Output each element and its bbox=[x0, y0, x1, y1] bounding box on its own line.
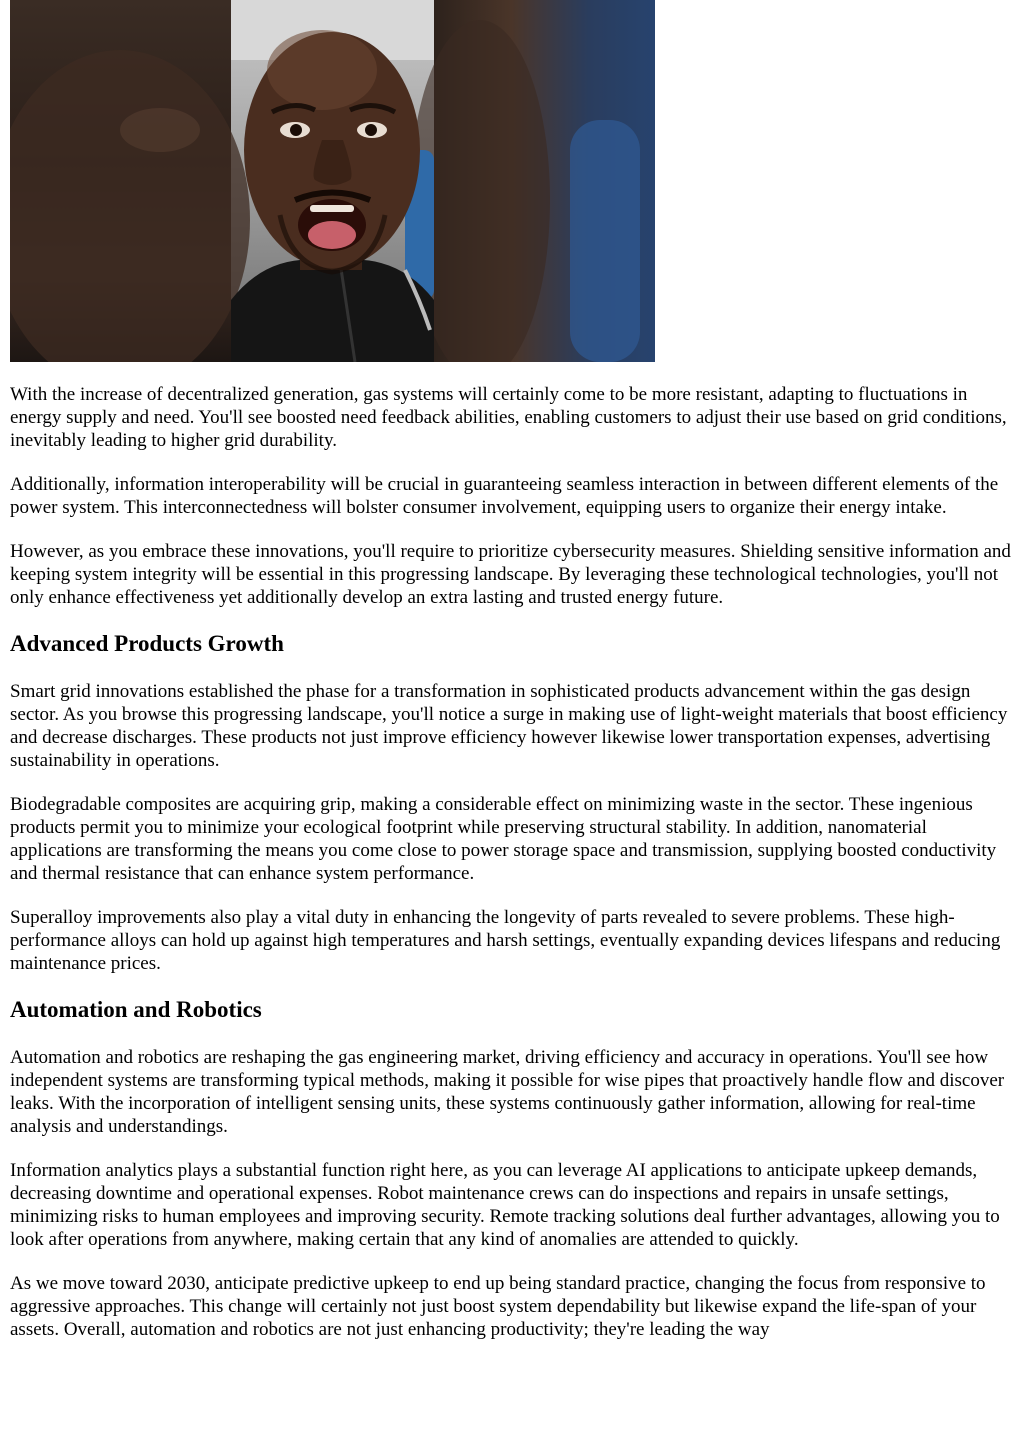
section-2-paragraph-1: Automation and robotics are reshaping the gas engineering market, driving efficiency and accuracy in operations. You'll see how independent systems are transforming typical methods, making it possible for wise pipes that proactively handle flow and discover leaks. With the incorporation of intelligent sensing units, these systems continuously gather information, allowing for real-time analysis and understandings. bbox=[10, 1047, 1005, 1137]
section-1-paragraph-1: Smart grid innovations established the phase for a transformation in sophisticated products advancement within the gas design sector. As you browse this progressing landscape, you'll notice a surge in making use of light-weight materials that boost efficiency and decrease discharges. These products not just improve efficiency however likewise lower transportation expenses, advertising sustainability in operations. bbox=[10, 681, 1008, 771]
person-illustration bbox=[10, 0, 655, 362]
man-speaking-photo bbox=[10, 0, 655, 362]
section-1-paragraph-3: Superalloy improvements also play a vital duty in enhancing the longevity of parts revealed to severe problems. These high-performance alloys can hold up against high temperatures and harsh settings, eventually expanding devices lifespans and reducing maintenance prices. bbox=[10, 907, 1001, 974]
section-2-paragraph-2: Information analytics plays a substantial function right here, as you can leverage AI applications to anticipate upkeep demands, decreasing downtime and operational expenses. Robot maintenance crews can do inspections and repairs in unsafe settings, minimizing risks to human employees and improving security. Remote tracking solutions deal further advantages, allowing you to look after operations from anywhere, making certain that any kind of anomalies are attended to quickly. bbox=[10, 1160, 1000, 1250]
section-2-paragraph-3: As we move toward 2030, anticipate predictive upkeep to end up being standard practice, changing the focus from responsive to aggressive approaches. This change will certainly not just boost system dependability but likewise expand the life-span of your assets. Overall, automation and robotics are not just enhancing productivity; they're leading the way bbox=[10, 1273, 986, 1340]
section-heading-automation-robotics: Automation and Robotics bbox=[10, 997, 262, 1022]
section-1-paragraph-2: Biodegradable composites are acquiring grip, making a considerable effect on minimizing waste in the sector. These ingenious products permit you to minimize your ecological footprint while preserving structural stability. In addition, nanomaterial applications are transforming the means you come close to power storage space and transmission, supplying boosted conductivity and thermal resistance that can enhance system performance. bbox=[10, 794, 997, 884]
intro-paragraph-2: Additionally, information interoperability will be crucial in guaranteeing seamless interaction in between different elements of the power system. This interconnectedness will bolster consumer involvement, equipping users to organize their energy intake. bbox=[10, 474, 999, 518]
intro-paragraph-1: With the increase of decentralized generation, gas systems will certainly come to be more resistant, adapting to fluctuations in energy supply and need. You'll see boosted need feedback abilities, enabling customers to adjust their use based on grid conditions, inevitably leading to higher grid durability. bbox=[10, 384, 1007, 451]
section-heading-advanced-products: Advanced Products Growth bbox=[10, 631, 284, 656]
intro-paragraph-3: However, as you embrace these innovations, you'll require to prioritize cybersecurity measures. Shielding sensitive information and keeping system integrity will be essential in this progressing landscape. By leveraging these technological technologies, you'll not only enhance effectiveness yet additionally develop an extra lasting and trusted energy future. bbox=[10, 541, 1011, 608]
